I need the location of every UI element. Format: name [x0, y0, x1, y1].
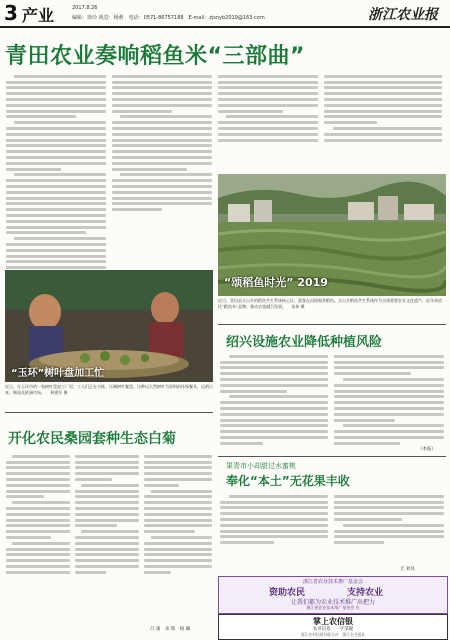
lead-headline: 青田农业奏响稻鱼米“三部曲”	[5, 44, 305, 69]
ad1-row-right: 支持农业	[347, 588, 384, 598]
page-number: 3	[4, 1, 18, 25]
lead-article-body-col3	[218, 72, 318, 170]
fengdian-body-col2	[334, 352, 444, 472]
sang-body-col2	[75, 452, 139, 622]
ad2-sub: 农业信息 一手掌握	[312, 627, 354, 632]
ad-agri-fund	[218, 576, 448, 614]
fengdian-headline: 绍兴设施农业降低种植风险	[226, 335, 383, 350]
rural-body-col2	[334, 492, 444, 562]
editor-line: 编辑：徐玲 视觉：杨莉 电话：0571-86757188 E-mail：zjsnyb2019@163.com	[72, 15, 265, 21]
ad1-slogan: 让我们都为农业技术推广出把力	[290, 599, 375, 606]
lead-photo-caption-text: 近日，青田县方山乡的稻鱼共生系统核心区，游客在田间观赏稻鱼。方山乡稻鱼共生系统作为全球重要农业文化遗产，近年来依托“稻鱼米”品牌，推动农旅融合发展。	[218, 298, 442, 309]
lead-photo-caption	[218, 298, 446, 322]
lead-photo	[218, 174, 446, 296]
ad1-org: 浙江省农业技术推广基金会 宣	[306, 605, 360, 610]
issue-date: 2017.8.26	[72, 5, 98, 11]
jade-story-headline: “玉环”树叶盘加工忙	[11, 368, 105, 379]
rural-kicker: 果青市小却甜过水蜜桃	[226, 462, 296, 470]
lead-article-body-col2	[112, 72, 212, 262]
masthead-rule	[0, 26, 450, 28]
rural-headline: 奉化“本土”无花果丰收	[226, 474, 350, 488]
lead-photo-label: “颂稻鱼时光” 2019	[224, 276, 328, 289]
fengdian-body-col1	[220, 352, 328, 472]
sang-headline: 开化农民桑园套种生态白菊	[8, 431, 176, 447]
sang-rule	[5, 412, 213, 413]
jade-story-credit: 林建军 摄	[50, 389, 68, 395]
rural-rule	[218, 456, 446, 457]
fengdian-rule	[218, 324, 446, 325]
rural-author: 丘 刘岚	[400, 567, 415, 572]
jade-story-caption-text: 近日，在玉环市的一家树叶盘加工厂里，工人们正在分拣、压制树叶餐盘。这种以天然树叶为原料的环保餐具，远销日本、韩国及欧洲市场。	[5, 384, 213, 395]
jade-story-caption	[5, 384, 213, 408]
lead-article-body-col4	[324, 72, 442, 170]
masthead	[0, 0, 450, 26]
ad1-row-left: 资助农民	[269, 588, 306, 598]
fengdian-end-mark: （本报）	[418, 447, 436, 452]
rural-body-col1	[220, 492, 328, 562]
ad-mobile-bank	[218, 614, 448, 640]
lead-photo-credit: 张伟 摄	[291, 303, 305, 309]
ad1-title: 浙江省农业技术推广基金会	[302, 579, 363, 585]
ad2-title: 掌上农信银	[313, 617, 353, 626]
ad2-footer: 浙江农村信用社联合社 · 浙江农业报社	[300, 632, 366, 637]
sang-author: 吕 蒲 朱 辉 杨 曦	[150, 627, 191, 632]
jade-story-photo	[5, 270, 213, 382]
section-title: 产业	[22, 6, 55, 25]
sang-body-col1	[6, 452, 70, 622]
paper-brand: 浙江农业报	[368, 7, 438, 23]
sang-body-col3	[144, 452, 212, 622]
